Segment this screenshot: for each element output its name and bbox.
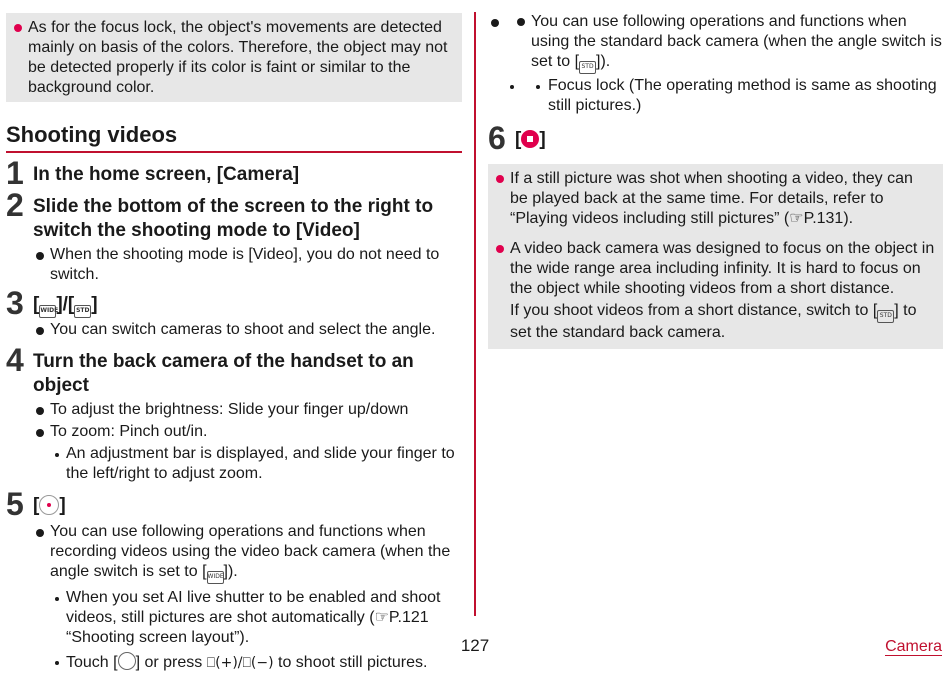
step-number: 2	[6, 187, 24, 223]
note-item	[14, 18, 454, 98]
wide-camera-icon: WIDE	[39, 305, 56, 318]
bullet-item: To adjust the brightness: Slide your finger up/down	[33, 400, 462, 420]
step-heading: [ ]	[515, 129, 546, 150]
red-bullet-icon	[496, 245, 504, 253]
section-link[interactable]: Camera	[885, 638, 942, 655]
step-number: 1	[6, 155, 24, 191]
step-3	[6, 285, 462, 340]
stop-record-icon	[521, 130, 539, 148]
sub-bullet-item: When you set AI live shutter to be enabled and shoot videos, still pictures are shot automatically (☞P.121 “Shooting screen layout”).	[33, 588, 462, 648]
step-heading: [WIDE]/[ STD]	[33, 293, 462, 318]
record-button-icon	[39, 495, 59, 515]
right-column	[488, 0, 943, 349]
page-number: 127	[460, 636, 490, 655]
left-column	[6, 0, 462, 673]
bullet-item: You can use following operations and functions when recording videos using the video back camera (when the angle switch is set to [WIDE]).	[33, 522, 462, 584]
sub-bullet-item: Touch [ ] or press ⎕(+)/⎕(−) to shoot still pictures.	[33, 652, 462, 673]
reference-icon: ☞	[374, 609, 389, 626]
video-notes	[488, 164, 943, 349]
note-item: A video back camera was designed to focus on the object in the wide range area including infinity. It is hard to focus on the object while shooting videos from a short distance.	[496, 239, 935, 299]
step-number: 6	[488, 120, 506, 156]
bullet-item: To zoom: Pinch out/in.	[33, 422, 462, 442]
step-number: 4	[6, 342, 24, 378]
step-2	[6, 187, 462, 285]
step-4	[6, 342, 462, 484]
bullet-item: When the shooting mode is [Video], you do not need to switch.	[33, 245, 462, 285]
bullet-item: You can switch cameras to shoot and select the angle.	[33, 320, 462, 340]
volume-key-icon: ⎕(+)/⎕(−)	[206, 655, 274, 671]
note-text: As for the focus lock, the object's movements are detected mainly on basis of the colors. Therefore, the object may not be detected properly if its color is faint or similar to the background color.	[28, 19, 448, 96]
bullet-item: You can use following operations and functions when using the standard back camera (when the angle switch is set to [ STD ]).	[488, 12, 943, 74]
step-number: 3	[6, 285, 24, 321]
std-camera-icon: STD	[74, 305, 91, 318]
step-heading: Turn the back camera of the handset to an object	[33, 351, 414, 396]
step-heading: [ ]	[33, 495, 66, 516]
focus-lock-note	[6, 13, 462, 102]
section-title: Shooting videos	[6, 122, 462, 153]
column-divider	[474, 12, 476, 616]
red-bullet-icon	[14, 24, 22, 32]
wide-camera-icon: WIDE	[207, 571, 224, 584]
std-camera-icon: STD	[579, 61, 596, 74]
std-camera-icon: STD	[877, 310, 894, 323]
sub-bullet-item: Focus lock (The operating method is same as shooting still pictures.)	[488, 76, 943, 116]
step-heading: In the home screen, [Camera]	[33, 164, 300, 185]
step-number: 5	[6, 486, 24, 522]
step-1	[6, 155, 462, 191]
note-continuation: If you shoot videos from a short distance, switch to [ STD ] to set the standard back camera.	[510, 302, 917, 341]
step-heading: Slide the bottom of the screen to the right to switch the shooting mode to [Video]	[33, 196, 434, 241]
note-item: If a still picture was shot when shooting a video, they can be played back at the same time. For details, refer to “Playing videos including still pictures” (☞P.131).	[496, 169, 935, 229]
step-6	[488, 120, 943, 156]
red-bullet-icon	[496, 175, 504, 183]
reference-icon: ☞	[789, 210, 804, 227]
sub-bullet-item: An adjustment bar is displayed, and slide your finger to the left/right to adjust zoom.	[33, 444, 462, 484]
